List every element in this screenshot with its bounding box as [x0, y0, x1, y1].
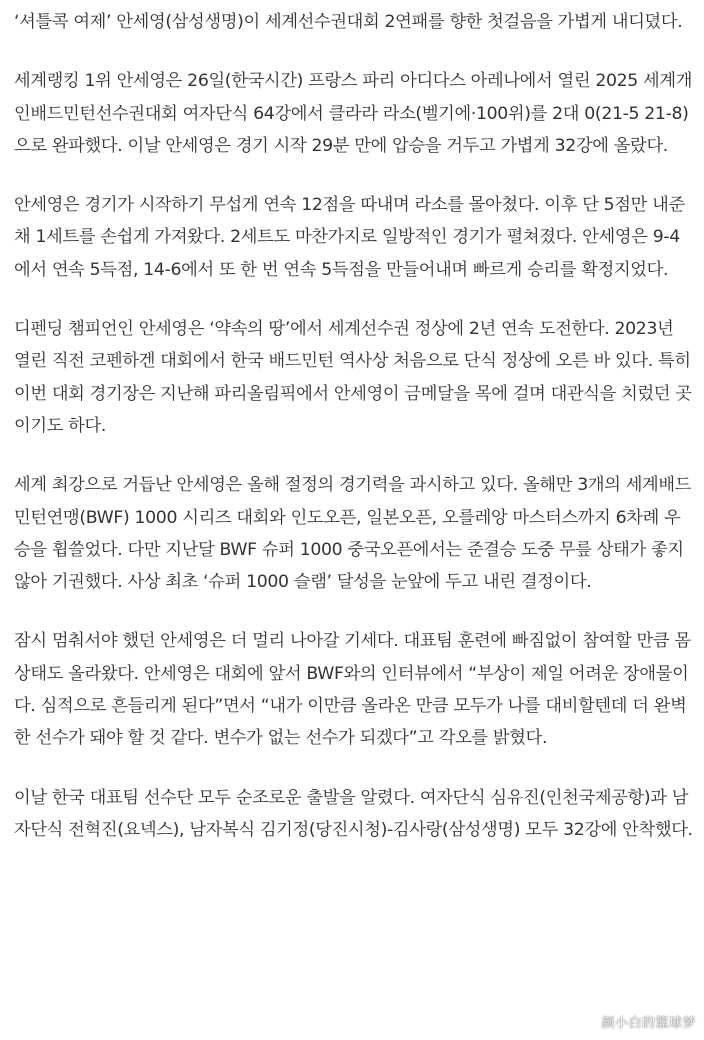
- article-paragraph-1: ‘셔틀콕 여제’ 안세영(삼성생명)이 세계선수권대회 2연패를 향한 첫걸음을 가볍게 내디뎠다.: [14, 12, 683, 32]
- article-paragraph-2: 세계랭킹 1위 안세영은 26일(한국시간) 프랑스 파리 아디다스 아레나에서 열린 2025 세계개인배드민턴선수권대회 여자단식 64강에서 클라라 라소(벨기에·100위)를 2대 0(21-5 21-8)으로 완파했다. 이날 안세영은 경기 시작 29분 만에 압승을 거두고 가볍게 32강에 올랐다.: [14, 71, 693, 156]
- watermark: 颜小白的篮球梦: [601, 1016, 696, 1031]
- article-paragraph-7: 이날 한국 대표팀 선수단 모두 순조로운 출발을 알렸다. 여자단식 심유진(인천국제공항)과 남자단식 전혁진(요넥스), 남자복식 김기정(당진시청)-김사랑(삼성생명) 모두 32강에 안착했다.: [14, 787, 693, 840]
- article-paragraph-6: 잠시 멈춰서야 했던 안세영은 더 멀리 나아갈 기세다. 대표팀 훈련에 빠짐없이 참여할 만큼 몸 상태도 올라왔다. 안세영은 대회에 앞서 BWF와의 인터뷰에서 “부상이 제일 어려운 장애물이다. 심적으로 흔들리게 된다”면서 “내가 이만큼 올라온 만큼 모두가 나를 대비할텐데 더 완벽한 선수가 돼야 할 것 같다. 변수가 없는 선수가 되겠다”고 각오를 밝혔다.: [14, 631, 691, 749]
- article-paragraph-5: 세계 최강으로 거듭난 안세영은 올해 절정의 경기력을 과시하고 있다. 올해만 3개의 세계배드민턴연맹(BWF) 1000 시리즈 대회와 인도오픈, 일본오픈, 오를레앙 마스터스까지 6차례 우승을 휩쓸었다. 다만 지난달 BWF 슈퍼 1000 중국오픈에서는 준결승 도중 무릎 상태가 좋지 않아 기권했다. 사상 최초 ‘슈퍼 1000 슬램’ 달성을 눈앞에 두고 내린 결정이다.: [14, 475, 692, 593]
- article-paragraph-4: 디펜딩 챔피언인 안세영은 ‘약속의 땅’에서 세계선수권 정상에 2년 연속 도전한다. 2023년 열린 직전 코펜하겐 대회에서 한국 배드민턴 역사상 처음으로 단식 정상에 오른 바 있다. 특히 이번 대회 경기장은 지난해 파리올림픽에서 안세영이 금메달을 목에 걸며 대관식을 치렀던 곳이기도 하다.: [14, 319, 692, 436]
- article-paragraph-3: 안세영은 경기가 시작하기 무섭게 연속 12점을 따내며 라소를 몰아쳤다. 이후 단 5점만 내준 채 1세트를 손쉽게 가져왔다. 2세트도 마찬가지로 일방적인 경기가 펼쳐졌다. 안세영은 9-4에서 연속 5득점, 14-6에서 또 한 번 연속 5득점을 만들어내며 빠르게 승리를 확정지었다.: [14, 195, 685, 280]
- article-body: [14, 6, 694, 873]
